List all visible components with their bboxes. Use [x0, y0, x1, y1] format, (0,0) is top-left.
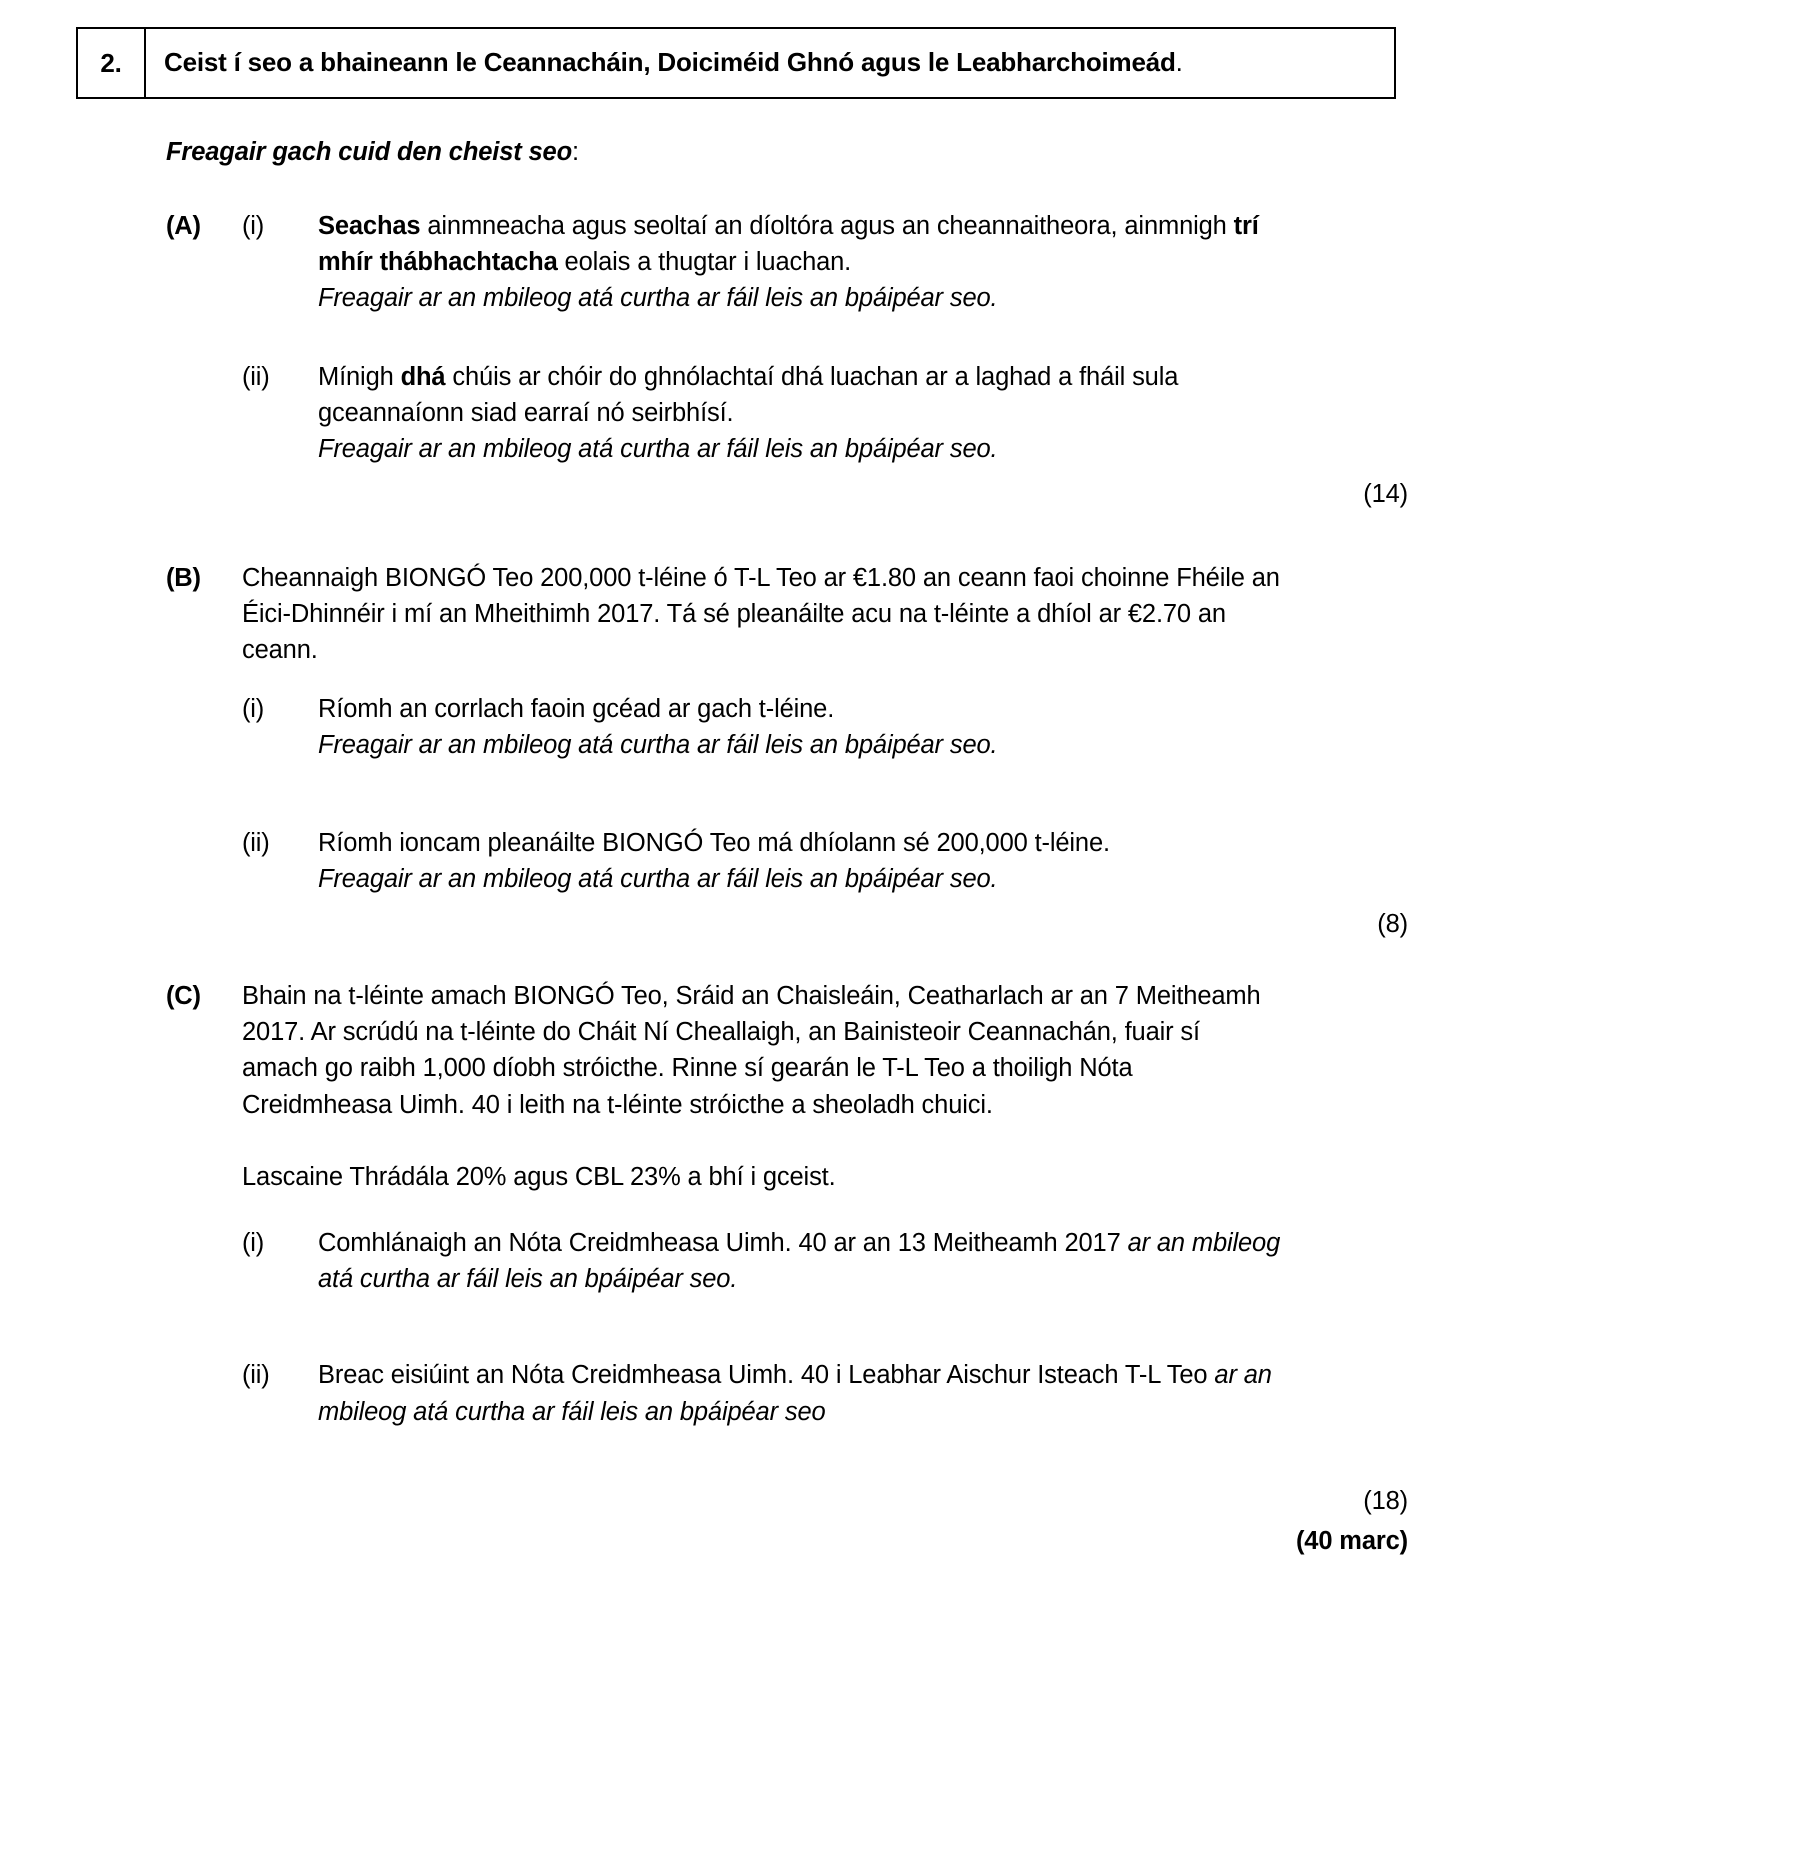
section-c-marks: (18)	[1363, 1487, 1408, 1515]
answer-all-parts-text: Freagair gach cuid den cheist seo	[166, 138, 573, 166]
section-a-label: (A)	[166, 212, 201, 240]
section-b-item-i-roman: (i)	[242, 694, 265, 723]
section-a-item-i-line2-rest: eolais a thugtar i luachan.	[557, 248, 852, 277]
section-a-item-ii	[0, 359, 1818, 468]
section-b-item-ii	[0, 825, 1818, 897]
section-c-gap	[242, 1123, 1382, 1159]
section-a-item-ii-line1-pre: Mínigh	[318, 362, 401, 391]
section-c-paragraph-line4: Creidmheasa Uimh. 40 i leith na t-léinte stróicthe a sheoladh chuici.	[242, 1090, 993, 1119]
section-b-item-i	[0, 691, 1818, 763]
section-c-item-i-line1	[318, 1225, 1398, 1261]
tri-keyword: trí	[1233, 212, 1259, 240]
section-c-item-ii-line1-plain: Breac eisiúint an Nóta Creidmheasa Uimh. 40 i Leabhar Aischur Isteach T-L Teo	[318, 1361, 1215, 1390]
section-a-item-ii-note: Freagair ar an mbileog atá curtha ar fáil leis an bpáipéar seo.	[318, 435, 998, 464]
section-a-item-ii-body	[318, 359, 1318, 468]
section-a-item-i	[0, 208, 1818, 317]
section-b-item-i-body	[318, 691, 1318, 763]
section-a-item-i-roman: (i)	[242, 212, 265, 240]
section-b-paragraph	[242, 560, 1372, 669]
section-c-paragraph-line3: amach go raibh 1,000 díobh stróicthe. Rinne sí gearán le T-L Teo a thoiligh Nóta	[242, 1054, 1133, 1083]
section-c-item-ii-line1	[318, 1357, 1398, 1393]
section-c-intro	[0, 978, 1818, 1195]
section-c-paragraph	[242, 978, 1382, 1195]
section-c-item-ii-line2: mbileog atá curtha ar fáil leis an bpáipéar seo	[318, 1397, 826, 1426]
section-c-item-i-body	[318, 1225, 1398, 1297]
question-number: 2.	[78, 29, 146, 97]
mhir-thabhachtacha-keyword: mhír thábhachtacha	[318, 248, 558, 277]
section-c-item-ii	[0, 1357, 1818, 1429]
section-a-item-ii-line2: gceannaíonn siad earraí nó seirbhísí.	[318, 398, 734, 427]
section-b-label: (B)	[166, 564, 201, 592]
dha-keyword: dhá	[400, 362, 446, 391]
section-b-item-i-note: Freagair ar an mbileog atá curtha ar fáil leis an bpáipéar seo.	[318, 730, 998, 759]
section-c-item-i-line1-ital: ar an mbileog	[1127, 1229, 1281, 1258]
section-b-item-ii-roman: (ii)	[242, 829, 270, 858]
question-header-box	[76, 27, 1396, 99]
question-title	[146, 29, 1394, 97]
seachas-keyword: Seachas	[318, 212, 421, 240]
section-b-paragraph-line1: Cheannaigh BIONGÓ Teo 200,000 t-léine ó T-L Teo ar €1.80 an ceann faoi choinne Fhéile an	[242, 564, 1280, 592]
section-c-paragraph-line1: Bhain na t-léinte amach BIONGÓ Teo, Sráid an Chaisleáin, Ceatharlach ar an 7 Meitheamh	[242, 982, 1261, 1010]
section-b-paragraph-line2: Éici-Dhinnéir i mí an Mheithimh 2017. Tá sé pleanáilte acu na t-léinte a dhíol ar €2.70 an	[242, 600, 1226, 629]
section-c-paragraph-line2: 2017. Ar scrúdú na t-léinte do Cháit Ní Cheallaigh, an Bainisteoir Ceannachán, fuair sí	[242, 1018, 1200, 1047]
section-c-item-ii-body	[318, 1357, 1398, 1429]
section-a-item-i-body	[318, 208, 1318, 317]
section-c-item-i	[0, 1225, 1818, 1297]
section-b-item-ii-note: Freagair ar an mbileog atá curtha ar fáil leis an bpáipéar seo.	[318, 865, 998, 894]
section-c-discount-line: Lascaine Thrádála 20% agus CBL 23% a bhí i gceist.	[242, 1162, 836, 1191]
answer-all-parts-colon: :	[572, 138, 579, 166]
question-title-period: .	[1175, 47, 1183, 78]
section-b	[0, 560, 1818, 897]
section-b-item-i-line1: Ríomh an corrlach faoin gcéad ar gach t-léine.	[318, 694, 835, 723]
question-title-text: Ceist í seo a bhaineann le Ceannacháin, Doiciméid Ghnó agus le Leabharchoimeád	[164, 47, 1176, 78]
section-c-item-i-line2: atá curtha ar fáil leis an bpáipéar seo.	[318, 1265, 738, 1294]
section-a-item-ii-roman: (ii)	[242, 362, 270, 391]
section-b-item-ii-line1: Ríomh ioncam pleanáilte BIONGÓ Teo má dhíolann sé 200,000 t-léine.	[318, 829, 1110, 858]
section-a-item-ii-line1	[318, 359, 1318, 395]
section-c	[0, 978, 1818, 1430]
section-a-item-i-line2	[318, 244, 1318, 280]
total-marks: (40 marc)	[1295, 1527, 1408, 1555]
section-c-item-i-line1-plain: Comhlánaigh an Nóta Creidmheasa Uimh. 40 ar an 13 Meitheamh 2017	[318, 1229, 1128, 1258]
section-a-marks: (14)	[1363, 480, 1408, 508]
answer-all-parts-instruction	[166, 138, 579, 167]
section-c-item-ii-line1-ital: ar an	[1214, 1361, 1272, 1390]
section-b-item-ii-body	[318, 825, 1318, 897]
section-c-label: (C)	[166, 982, 201, 1010]
section-a	[0, 208, 1818, 467]
section-b-marks: (8)	[1377, 910, 1408, 938]
section-b-paragraph-line3: ceann.	[242, 636, 318, 665]
section-a-item-i-note: Freagair ar an mbileog atá curtha ar fáil leis an bpáipéar seo.	[318, 284, 998, 313]
section-a-item-i-line1-mid: ainmneacha agus seoltaí an díoltóra agus an cheannaitheora, ainmnigh	[420, 212, 1234, 240]
section-b-intro	[0, 560, 1818, 669]
section-a-item-i-line1	[318, 208, 1318, 244]
section-c-item-ii-roman: (ii)	[242, 1361, 270, 1390]
section-c-item-i-roman: (i)	[242, 1229, 265, 1258]
section-a-item-ii-line1-post: chúis ar chóir do ghnólachtaí dhá luachan ar a laghad a fháil sula	[445, 362, 1179, 391]
